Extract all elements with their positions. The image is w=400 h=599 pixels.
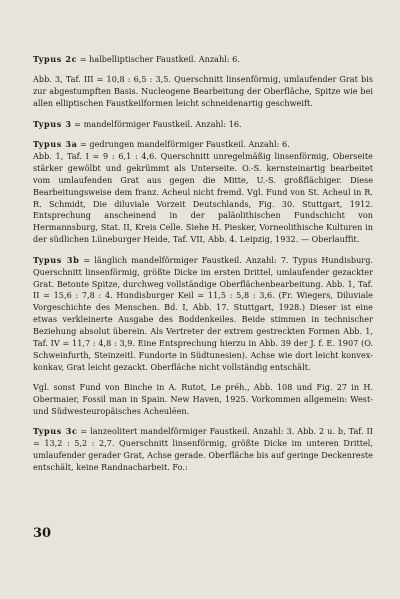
paragraph-typus-2c-description — [33, 74, 373, 110]
paragraph-text: = halbelliptischer Faustkeil. Anzahl: 6. — [77, 54, 240, 64]
page-number: 30 — [33, 526, 52, 541]
paragraph-text: Abb. 1, Taf. I = 9 : 6,1 : 4,6. Querschnitt unregelmäßig linsenförmig, Oberseite stärker gewölbt und gekrümmt als Unterseite. O.-S. kernsteinartig bearbeitet vom umlaufenden Grat aus gegen die Mitte, U.-S. großflächiger. Diese Bearbeitungsweise dem franz. Acheul nicht fremd. Vgl. Fund von St. Acheul in R. R. Schmidt, Die diluviale Vorzeit Deutschlands, Fig. 30. Stuttgart, 1912. Entsprechung anscheinend in der paläolithischen Fundschicht von Hermannsburg, Stat. II, Kreis Celle. Siehe H. Piesker, Vorneolithische Kulturen in der südlichen Lüneburger Heide, Taf. VII, Abb. 4. Leipzig, 1932. — Oberlauffit. — [33, 150, 373, 245]
typus-label: Typus 3 — [33, 118, 72, 129]
paragraph-typus-2c — [33, 54, 373, 66]
typus-label: Typus 3a — [33, 139, 78, 150]
paragraph-text: = länglich mandelförmiger Faustkeil. Anzahl: 7. Typus Hundisburg. Querschnitt linsenförmig, größte Dicke im ersten Drittel, umlaufender gezackter Grat. Betonte Spitze, durchweg vollständige Oberflächenbearbeitung. Abb. 1, Taf. II = 15,6 : 7,8 : 4. Hundisburger Keil = 11,5 : 5,8 : 3,6. (Fr. Wiegers, Diluviale Vorgeschichte des Menschen. Bd. I, Abb. 17. Stuttgart, 1928.) Dieser ist eine etwas verkleinerte Ausgabe des Boddenkeiles. Beide stimmen in technischer Beziehung absolut überein. Als Vertreter der extrem gestreckten Formen Abb. 1, Taf. IV = 11,7 : 4,8 : 3,9. Eine Entsprechung hierzu in Abb. 39 der J. f. E. 1907 (O. Schweinfurth, Steinzeitl. Fundorte in Südtunesien). Achse wie dort leicht konvex-konkav, Grat leicht gezackt. Oberfläche nicht vollständig entschält. — [33, 254, 373, 372]
paragraph-comparison — [33, 382, 373, 418]
paragraph-typus-3 — [33, 119, 373, 131]
typus-label: Typus 3b — [33, 254, 80, 265]
paragraph-text: = mandelförmiger Faustkeil. Anzahl: 16. — [71, 118, 242, 129]
typus-label: Typus 3c — [33, 426, 78, 437]
typus-label: Typus 2c — [33, 54, 78, 64]
paragraph-text: = lanzeolitert mandelförmiger Faustkeil. Anzahl: 3. Abb. 2 u. b, Taf. II = 13,2 : 5,2 : 2,7. Querschnitt linsenförmig, größte Dicke im unteren Drittel, umlaufender gerader Grat, Achse gerade. Oberfläche bis auf geringe Deckenreste entschält, keine Randnacharbeit. Fo.: — [33, 426, 373, 473]
paragraph-typus-3c — [33, 426, 373, 474]
paragraph-typus-3b — [33, 255, 373, 374]
paragraph-typus-3a-description — [33, 151, 373, 246]
paragraph-typus-3a — [33, 139, 373, 151]
paragraph-text: Abb. 3, Taf. III = 10,8 : 6,5 : 3,5. Querschnitt linsenförmig, umlaufender Grat bis zur abgestumpften Basis. Nucleogene Bearbeitung der Oberfläche, Spitze wie bei allen elliptischen Faustkeilformen leicht schneidenartig geschweift. — [33, 74, 373, 109]
paragraph-text: Vgl. sonst Fund von Binche in A. Rutot, Le préh., Abb. 108 und Fig. 27 in H. Obermaier, Fossil man in Spain. New Haven, 1925. Vorkommen allgemein: West- und Südwesteuropäisches Acheuléen. — [33, 382, 373, 417]
paragraph-text: = gedrungen mandelförmiger Faustkeil. Anzahl: 6. — [77, 139, 290, 150]
